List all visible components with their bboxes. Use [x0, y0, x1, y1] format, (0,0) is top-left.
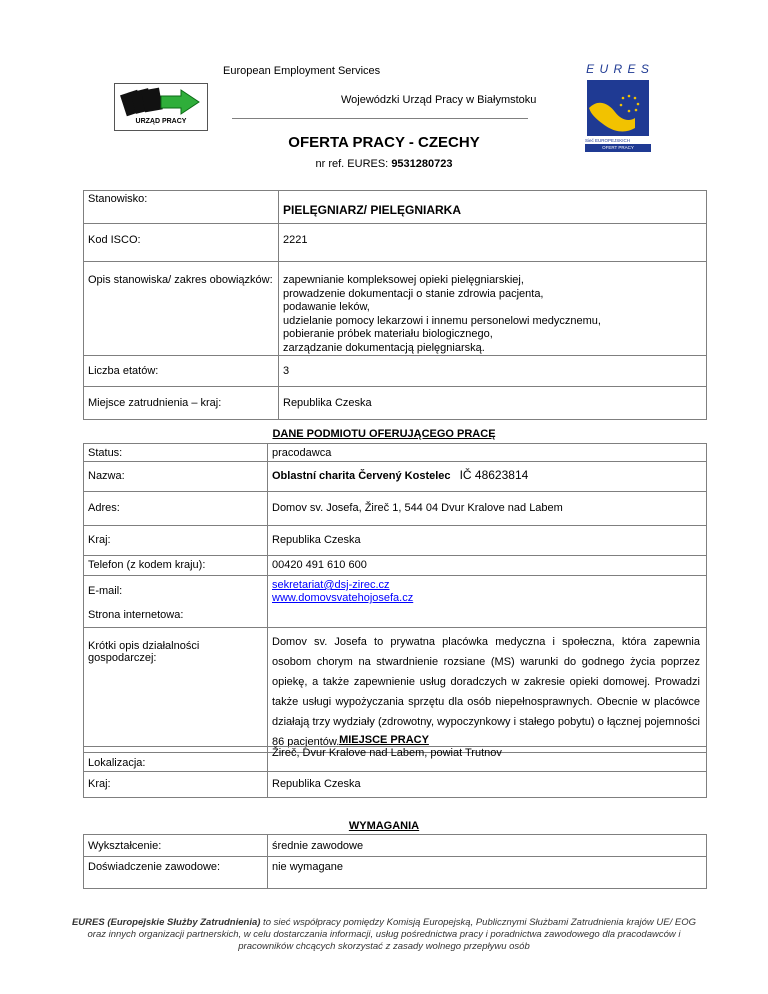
web-label: Strona internetowa:: [88, 609, 184, 621]
eures-letters: E U R E S: [586, 62, 650, 76]
name-value-cell: [268, 462, 707, 492]
duties-label: Opis stanowiska/ zakres obowiązków:: [84, 262, 279, 356]
reference-label: nr ref. EURES:: [315, 158, 389, 170]
footer-line-2: oraz innych organizacji partnerskich, w celu dostarczania informacji, usług pośrednictwa pracy i poradnictwa zawodowego dla pracodawców i: [87, 929, 681, 940]
address-value: Domov sv. Josefa, Žireč 1, 544 04 Dvur Kralove nad Labem: [268, 492, 707, 526]
table-row: [84, 835, 707, 857]
isco-value: 2221: [279, 224, 707, 262]
org-name-pl: Wojewódzki Urząd Pracy w Białymstoku: [341, 94, 537, 106]
table-row: [84, 556, 707, 576]
duty-item: zapewnianie kompleksowej opieki pielęgniarskiej,: [283, 274, 524, 286]
header-rule: [232, 118, 528, 119]
employer-table: [83, 443, 707, 753]
table-row: [84, 224, 707, 262]
footer-line-1: to sieć współpracy pomiędzy Komisją Europejską, Publicznymi Służbami Zatrudnienia krajów UE/ EOG: [260, 917, 697, 928]
duty-item: prowadzenie dokumentacji o stanie zdrowia pacjenta,: [283, 287, 544, 300]
position-label: Stanowisko:: [84, 191, 279, 224]
desc-label: Krótki opis działalności gospodarczej:: [84, 628, 268, 753]
count-label: Liczba etatów:: [84, 356, 279, 387]
phone-value: 00420 491 610 600: [268, 556, 707, 576]
workplace-section-title: MIEJSCE PRACY: [339, 734, 429, 746]
footer-bold: EURES (Europejskie Służby Zatrudnienia): [71, 917, 261, 928]
education-value: średnie zawodowe: [268, 835, 707, 857]
duty-item: zarządzanie dokumentacją pielęgniarską.: [283, 341, 485, 354]
contact-values: [268, 576, 707, 628]
place-value: Republika Czeska: [279, 387, 707, 420]
experience-value: nie wymagane: [268, 857, 707, 889]
experience-label: Doświadczenie zawodowe:: [84, 857, 268, 889]
eures-caption-2: OFERT PRACY: [585, 144, 651, 152]
table-row: [84, 857, 707, 889]
location-value: Žireč, Dvur Kralove nad Labem, powiat Trutnov: [268, 747, 707, 772]
position-value: PIELĘGNIARZ/ PIELĘGNIARKA: [279, 191, 707, 224]
table-row: [84, 747, 707, 772]
duty-item: podawanie leków,: [283, 301, 370, 313]
workplace-country-label: Kraj:: [84, 772, 268, 798]
workplace-country-value: Republika Czeska: [268, 772, 707, 798]
desc-value: Domov sv. Josefa to prywatna placówka medyczna i społeczna, która zapewnia osobom chorym na stwardnienie rozsiane (MS) warunki do godnego życia poprzez opiekę, a także zapewnienie usług doradczych w zakresie opieki domowej. Prowadzi także usługi wypożyczania sprzętu dla osób niepełnosprawnych. Obecnie w placówce działają trzy wydziały (zdrowotny, wypoczynkowy i stałego pobytu) o łącznej pojemności 86 pacjentów.: [268, 628, 707, 753]
footer-note: [40, 917, 728, 953]
duties-list: [279, 262, 707, 356]
education-label: Wykształcenie:: [84, 835, 268, 857]
table-row: [84, 772, 707, 798]
isco-label: Kod ISCO:: [84, 224, 279, 262]
location-label: Lokalizacja:: [84, 747, 268, 772]
org-name-en: European Employment Services: [223, 65, 381, 77]
count-value: 3: [279, 356, 707, 387]
employer-ic: IČ 48623814: [459, 468, 529, 482]
page-title: OFERTA PRACY - CZECHY: [288, 134, 480, 151]
workplace-table: [83, 746, 707, 798]
table-row: [84, 191, 707, 224]
employer-name: Oblastní charita Červený Kostelec: [272, 470, 451, 482]
email-label: E-mail:: [88, 585, 123, 597]
table-row: [84, 576, 707, 628]
urzad-pracy-logo: [114, 83, 208, 131]
footer-line-3: pracowników chcących skorzystać z zasady wolnego przepływu osób: [238, 941, 530, 952]
country-label: Kraj:: [84, 526, 268, 556]
phone-label: Telefon (z kodem kraju):: [84, 556, 268, 576]
reference-number: [0, 158, 768, 170]
duty-item: pobieranie próbek materiału biologicznego,: [283, 328, 493, 340]
website-link[interactable]: www.domovsvatehojosefa.cz: [272, 592, 414, 604]
employer-section-title: DANE PODMIOTU OFERUJĄCEGO PRACĘ: [272, 428, 496, 440]
requirements-table: [83, 834, 707, 889]
logo-caption: URZĄD PRACY: [135, 118, 187, 125]
table-row: [84, 262, 707, 356]
table-row: [84, 492, 707, 526]
table-row: [84, 462, 707, 492]
job-table: [83, 190, 707, 420]
eures-emblem-icon: [585, 78, 651, 140]
country-value: Republika Czeska: [268, 526, 707, 556]
table-row: [84, 444, 707, 462]
duty-item: udzielanie pomocy lekarzowi i innemu personelowi medycznemu,: [283, 314, 601, 327]
eures-caption-1: Sieć EUROPEJSKICH: [585, 138, 631, 143]
email-link[interactable]: sekretariat@dsj-zirec.cz: [272, 579, 390, 591]
requirements-section-title: WYMAGANIA: [348, 820, 420, 832]
name-label: Nazwa:: [84, 462, 268, 492]
status-label: Status:: [84, 444, 268, 462]
status-value: pracodawca: [268, 444, 707, 462]
table-row: [84, 356, 707, 387]
place-label: Miejsce zatrudnienia – kraj:: [84, 387, 279, 420]
contact-labels: [84, 576, 268, 628]
table-row: [84, 526, 707, 556]
reference-value: 9531280723: [391, 158, 453, 170]
address-label: Adres:: [84, 492, 268, 526]
table-row: [84, 387, 707, 420]
